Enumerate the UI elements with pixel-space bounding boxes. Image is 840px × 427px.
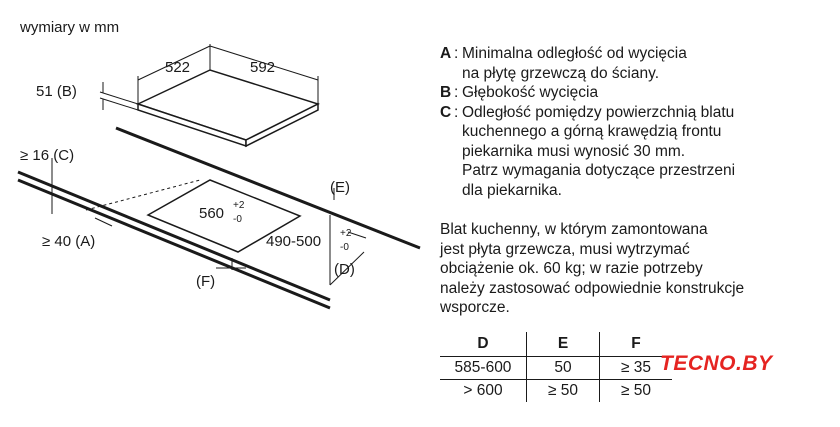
dim-560-tol-plus: +2 <box>233 200 245 211</box>
dim-592: 592 <box>250 59 276 76</box>
table-row <box>440 357 672 380</box>
dim-490-500-tol-plus: +2 <box>340 228 352 239</box>
legend-text: Głębokość wycięcia <box>462 84 599 101</box>
legend-key: B <box>440 84 452 101</box>
legend-item-a: A : Minimalna odległość od wycięcia na płytę grzewczą do ściany. <box>440 44 835 83</box>
legend-text: Patrz wymagania dotyczące przestrzeni <box>462 162 736 179</box>
dim-51-b: 51 (B) <box>36 83 77 100</box>
spec-table <box>440 332 672 402</box>
note-line: należy zastosować odpowiednie konstrukcje <box>440 279 745 297</box>
note-line: obciążenie ok. 60 kg; w razie potrzeby <box>440 260 703 277</box>
table-cell: 585-600 <box>440 357 527 380</box>
legend-item-b: B : Głębokość wycięcia <box>440 83 835 103</box>
hob-drawing <box>100 44 318 146</box>
label-f: (F) <box>196 273 216 290</box>
label-d: (D) <box>334 261 355 278</box>
legend-text: na płytę grzewczą do ściany. <box>462 64 660 82</box>
legend-text: dla piekarnika. <box>462 181 562 199</box>
note-line: Blat kuchenny, w którym zamontowana <box>440 221 708 238</box>
table-header: F <box>600 332 673 357</box>
table-cell: ≥ 35 <box>600 357 673 380</box>
note-line: wsporcze. <box>440 299 510 316</box>
legend-text: piekarnika musi wynosić 30 mm. <box>462 142 686 160</box>
table-header: D <box>440 332 527 357</box>
legend-item-c: C : Odległość pomiędzy powierzchnią blatu kuchennego a górną krawędzią frontu piekarnika musi wynosić 30 mm. Patrz wymagania dotyczące przestrzeni dla piekarnika. <box>440 103 835 201</box>
dim-40-a: ≥ 40 (A) <box>42 233 96 250</box>
watermark-logo: TECNO.BY <box>660 352 773 375</box>
note-line: jest płyta grzewcza, musi wytrzymać <box>440 240 690 258</box>
dim-16-c: ≥ 16 (C) <box>20 147 75 164</box>
legend-key: C <box>440 103 452 121</box>
units-label: wymiary w mm <box>20 19 120 36</box>
dim-560-tol-minus: -0 <box>233 214 242 225</box>
table-row <box>440 380 672 403</box>
legend-text: Odległość pomiędzy powierzchnią blatu <box>462 103 735 121</box>
table-cell: ≥ 50 <box>527 380 600 403</box>
dim-560: 560 <box>199 205 225 222</box>
table-cell: ≥ 50 <box>600 380 673 403</box>
table-cell: > 600 <box>463 382 503 399</box>
legend-text: Minimalna odległość od wycięcia <box>462 45 687 62</box>
dim-490-500-tol-minus: -0 <box>340 242 349 253</box>
table-header: E <box>527 332 600 357</box>
legend <box>440 44 835 200</box>
load-note <box>440 220 835 318</box>
dim-522: 522 <box>165 59 191 76</box>
dim-490-500: 490-500 <box>266 233 322 250</box>
legend-key: A <box>440 45 452 62</box>
legend-text: kuchennego a górną krawędzią frontu <box>462 123 722 140</box>
label-e: (E) <box>330 179 350 196</box>
table-cell: 50 <box>527 357 600 380</box>
